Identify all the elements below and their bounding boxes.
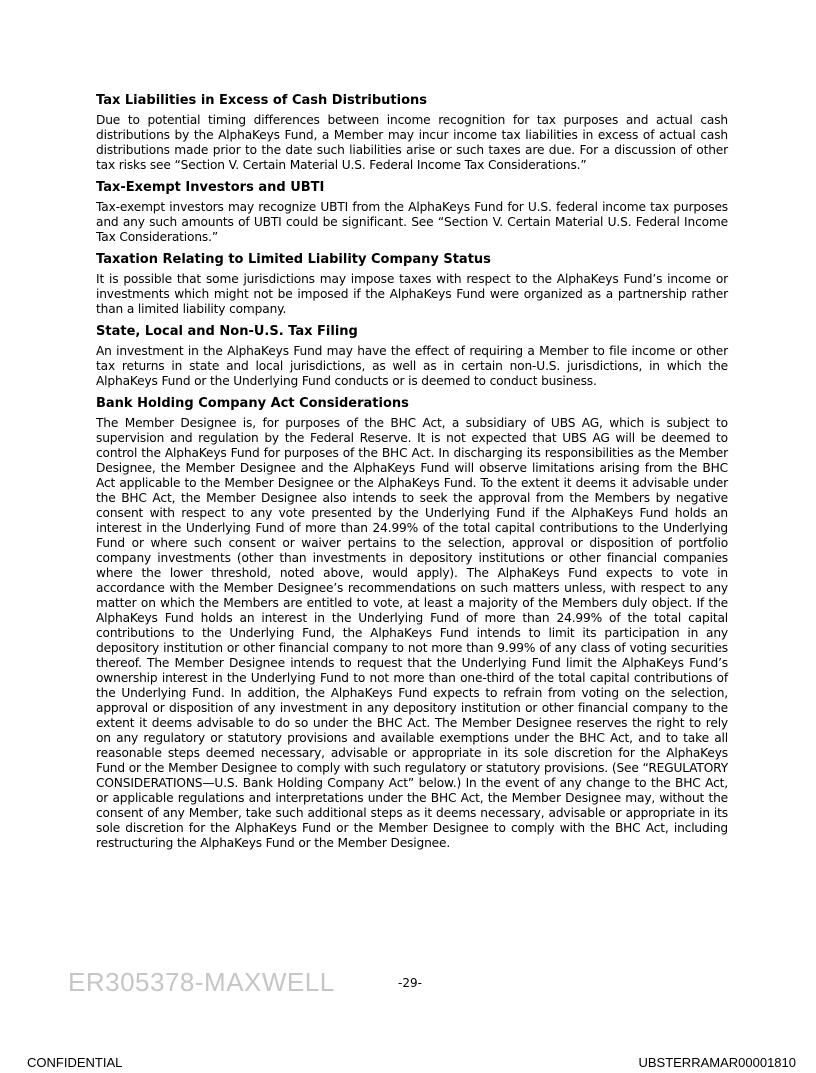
section-body: An investment in the AlphaKeys Fund may have the effect of requiring a Member to file income or other tax returns in state and local jurisdictions, as well as in certain non-U.S. jurisdictions, in which the AlphaKeys Fund or the Underlying Fund conducts or is deemed to conduct business. xyxy=(96,344,728,388)
section-body: Tax-exempt investors may recognize UBTI from the AlphaKeys Fund for U.S. federal income tax purposes and any such amounts of UBTI could be significant. See “Section V. Certain Material U.S. Federal Income Tax Considerations.” xyxy=(96,200,728,244)
page-number: -29- xyxy=(398,976,422,990)
section-tax-filing xyxy=(96,323,728,389)
section-bhc-act xyxy=(96,395,728,851)
section-tax-exempt-investors xyxy=(96,179,728,245)
exhibit-watermark: ER305378-MAXWELL xyxy=(68,967,335,997)
confidential-stamp: CONFIDENTIAL xyxy=(27,1055,123,1070)
page-content xyxy=(96,92,728,857)
bates-number: UBSTERRAMAR00001810 xyxy=(638,1055,796,1070)
section-heading: Bank Holding Company Act Considerations xyxy=(96,396,409,411)
section-heading: Tax-Exempt Investors and UBTI xyxy=(96,180,325,195)
section-llc-status xyxy=(96,251,728,317)
section-body: Due to potential timing differences between income recognition for tax purposes and actual cash distributions by the AlphaKeys Fund, a Member may incur income tax liabilities in excess of actual cash distributions made prior to the date such liabilities arise or such taxes are due. For a discussion of other tax risks see “Section V. Certain Material U.S. Federal Income Tax Considerations.” xyxy=(96,113,728,172)
section-heading: State, Local and Non-U.S. Tax Filing xyxy=(96,324,358,339)
section-tax-liabilities xyxy=(96,92,728,173)
section-body: The Member Designee is, for purposes of the BHC Act, a subsidiary of UBS AG, which is subject to supervision and regulation by the Federal Reserve. It is not expected that UBS AG will be deemed to control the AlphaKeys Fund for purposes of the BHC Act. In discharging its responsibilities as the Member Designee, the Member Designee and the AlphaKeys Fund will observe limitations arising from the BHC Act applicable to the Member Designee or the AlphaKeys Fund. To the extent it deems it advisable under the BHC Act, the Member Designee also intends to seek the approval from the Members by negative consent with respect to any vote presented by the Underlying Fund if the AlphaKeys Fund holds an interest in the Underlying Fund of more than 24.99% of the total capital contributions to the Underlying Fund or where such consent or waiver pertains to the selection, approval or disposition of portfolio company investments (other than investments in depository institutions or other financial companies where the lower threshold, noted above, would apply). The AlphaKeys Fund expects to vote in accordance with the Member Designee’s recommendations on such matters unless, with respect to any matter on which the Members are entitled to vote, at least a majority of the Members duly object. If the AlphaKeys Fund holds an interest in the Underlying Fund of more than 24.99% of the total capital contributions to the Underlying Fund, the AlphaKeys Fund intends to limit its participation in any depository institution or other financial company to not more than 9.99% of any class of voting securities thereof. The Member Designee intends to request that the Underlying Fund limit the AlphaKeys Fund’s ownership interest in the Underlying Fund to not more than one-third of the total capital contributions of the Underlying Fund. In addition, the AlphaKeys Fund expects to refrain from voting on the selection, approval or disposition of any investment in any depository institution or other financial company to the extent it deems advisable to do so under the BHC Act. The Member Designee reserves the right to rely on any regulatory or statutory provisions and available exemptions under the BHC Act, and to take all reasonable steps deemed necessary, advisable or appropriate in its sole discretion for the AlphaKeys Fund or the Member Designee to comply with such regulatory or statutory provisions. (See “REGULATORY CONSIDERATIONS—U.S. Bank Holding Company Act” below.) In the event of any change to the BHC Act, or applicable regulations and interpretations under the BHC Act, the Member Designee may, without the consent of any Member, take such additional steps as it deems necessary, advisable or appropriate in its sole discretion for the AlphaKeys Fund or the Member Designee to comply with the BHC Act, including restructuring the AlphaKeys Fund or the Member Designee. xyxy=(96,416,728,850)
section-heading: Taxation Relating to Limited Liability Company Status xyxy=(96,252,491,267)
section-body: It is possible that some jurisdictions may impose taxes with respect to the AlphaKeys Fund’s income or investments which might not be imposed if the AlphaKeys Fund were organized as a partnership rather than a limited liability company. xyxy=(96,272,728,316)
page-footer xyxy=(68,967,748,999)
section-heading: Tax Liabilities in Excess of Cash Distributions xyxy=(96,93,428,108)
